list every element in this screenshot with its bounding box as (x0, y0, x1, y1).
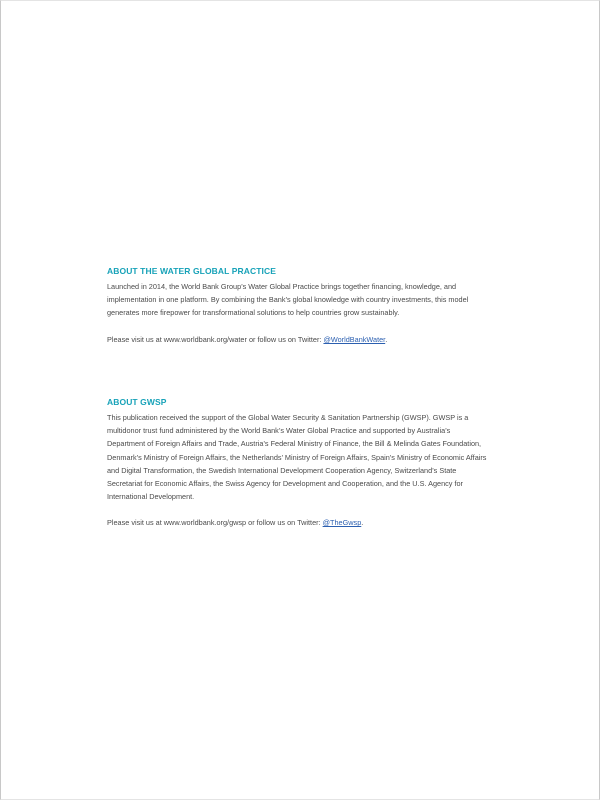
water-section-body: Launched in 2014, the World Bank Group’s Water Global Practice brings together financing, knowledge, and implementation in one platform. By combining the Bank’s global knowledge with country investments, this model generates more firepower for transformational solutions to help countries grow sustainably. (107, 282, 469, 318)
thegwsp-twitter-link[interactable]: @TheGwsp (322, 518, 362, 528)
water-global-practice-section (107, 265, 487, 346)
water-visit-suffix: . (385, 334, 388, 344)
gwsp-section-heading: ABOUT GWSP (107, 397, 167, 407)
gwsp-section-body: This publication received the support of the Global Water Security & Sanitation Partnership (GWSP). GWSP is a multidonor trust fund administered by the World Bank’s Water Global Practice and supported by Australia’s Department of Foreign Affairs and Trade, Austria’s Federal Ministry of Finance, the Bill & Melinda Gates Foundation, Denmark’s Ministry of Foreign Affairs, the Netherlands’ Ministry of Foreign Affairs, Spain’s Ministry of Economic Affairs and Digital Transformation, the Swedish International Development Cooperation Agency, Switzerland’s State Secretariat for Economic Affairs, the Swiss Agency for Development and Cooperation, and the U.S. Agency for International Development. (107, 413, 487, 502)
water-visit-text: Please visit us at www.worldbank.org/water or follow us on Twitter: (107, 334, 324, 344)
worldbankwater-twitter-link[interactable]: @WorldBankWater (323, 334, 386, 344)
water-section-heading: ABOUT THE WATER GLOBAL PRACTICE (107, 266, 277, 276)
gwsp-section-visit-line (107, 516, 487, 529)
gwsp-section (107, 396, 487, 530)
gwsp-visit-suffix: . (361, 518, 364, 528)
water-section-visit-line (107, 333, 487, 346)
gwsp-visit-text: Please visit us at www.worldbank.org/gwsp or follow us on Twitter: (107, 518, 323, 528)
